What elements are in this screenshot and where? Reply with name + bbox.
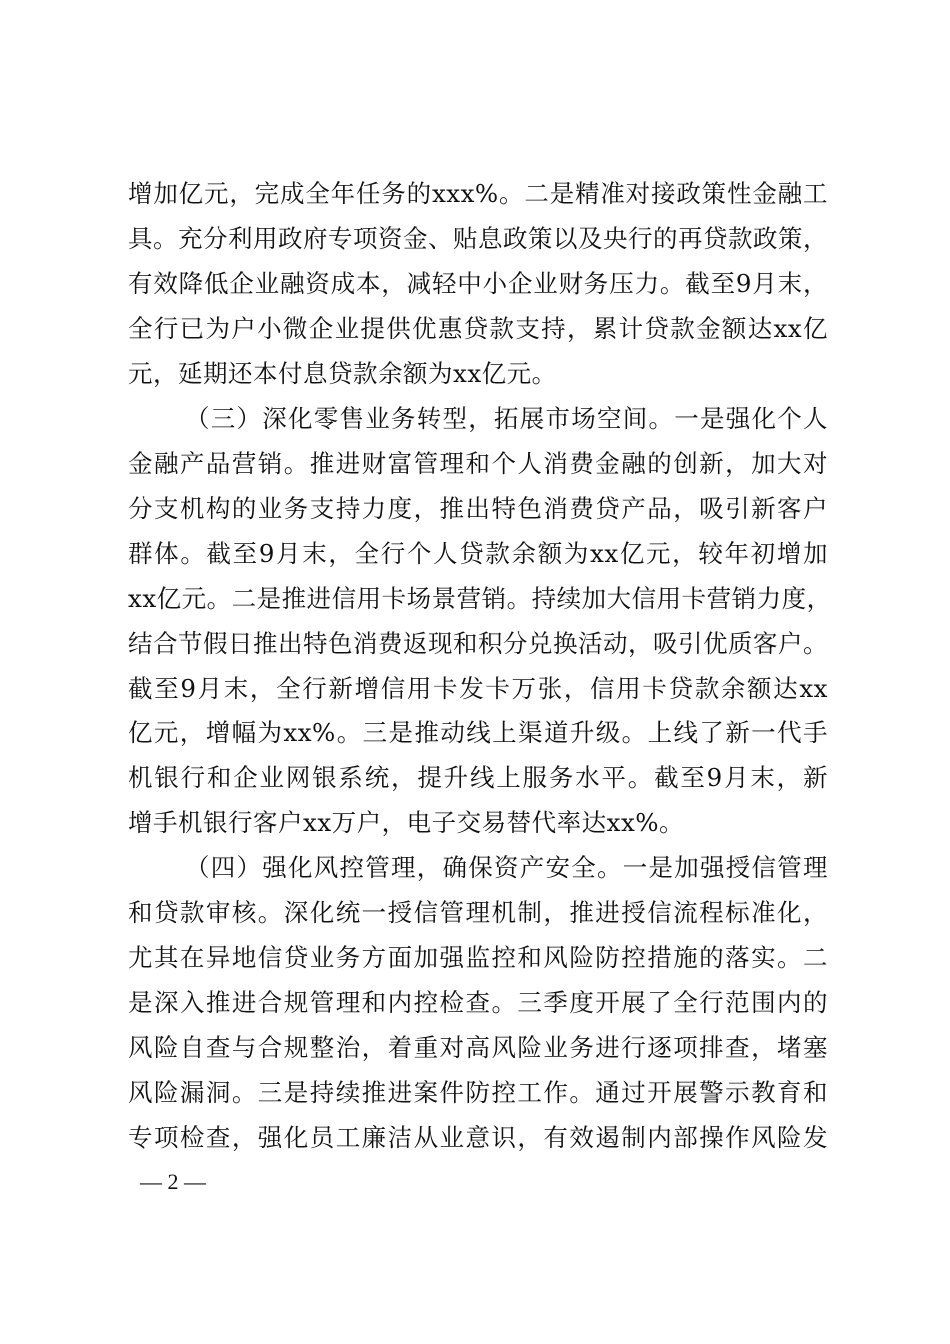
text-line: 机银行和企业网银系统，提升线上服务水平。截至9月末，新	[128, 763, 828, 792]
text-line: 是深入推进合规管理和内控检查。三季度开展了全行范围内的	[128, 988, 828, 1017]
text-line: 金融产品营销。推进财富管理和个人消费金融的创新，加大对	[128, 449, 828, 478]
text-line: 专项检查，强化员工廉洁从业意识，有效遏制内部操作风险发	[128, 1123, 828, 1152]
page-number: — 2 —	[140, 1169, 206, 1194]
text-line: 风险漏洞。三是持续推进案件防控工作。通过开展警示教育和	[128, 1078, 828, 1107]
text-line: 群体。截至9月末，全行个人贷款余额为xx亿元，较年初增加	[128, 539, 828, 568]
text-line: 亿元，增幅为xx%。三是推动线上渠道升级。上线了新一代手	[128, 718, 828, 747]
text-line: 分支机构的业务支持力度，推出特色消费贷产品，吸引新客户	[128, 494, 828, 523]
text-line: 全行已为户小微企业提供优惠贷款支持，累计贷款金额达xx亿	[128, 314, 828, 343]
text-line: 和贷款审核。深化统一授信管理机制，推进授信流程标准化，	[128, 898, 828, 927]
text-line: 具。充分利用政府专项资金、贴息政策以及央行的再贷款政策，	[128, 224, 828, 253]
text-line: xx亿元。二是推进信用卡场景营销。持续加大信用卡营销力度，	[128, 584, 832, 613]
text-line: 元，延期还本付息贷款余额为xx亿元。	[128, 359, 557, 388]
text-line: 截至9月末，全行新增信用卡发卡万张，信用卡贷款余额达xx	[128, 674, 828, 703]
text-line: 增手机银行客户xx万户，电子交易替代率达xx%。	[128, 808, 685, 837]
text-line: 风险自查与合规整治，着重对高风险业务进行逐项排查，堵塞	[128, 1033, 828, 1062]
text-line: 增加亿元，完成全年任务的xxx%。二是精准对接政策性金融工	[128, 179, 828, 208]
text-line: 有效降低企业融资成本，减轻中小企业财务压力。截至9月末，	[128, 269, 828, 298]
section-heading-line: （四）强化风控管理，确保资产安全。一是加强授信管理	[185, 853, 828, 882]
section-heading-line: （三）深化零售业务转型，拓展市场空间。一是强化个人	[185, 404, 828, 433]
text-line: 结合节假日推出特色消费返现和积分兑换活动，吸引优质客户。	[128, 629, 828, 658]
text-line: 尤其在异地信贷业务方面加强监控和风险防控措施的落实。二	[128, 943, 828, 972]
